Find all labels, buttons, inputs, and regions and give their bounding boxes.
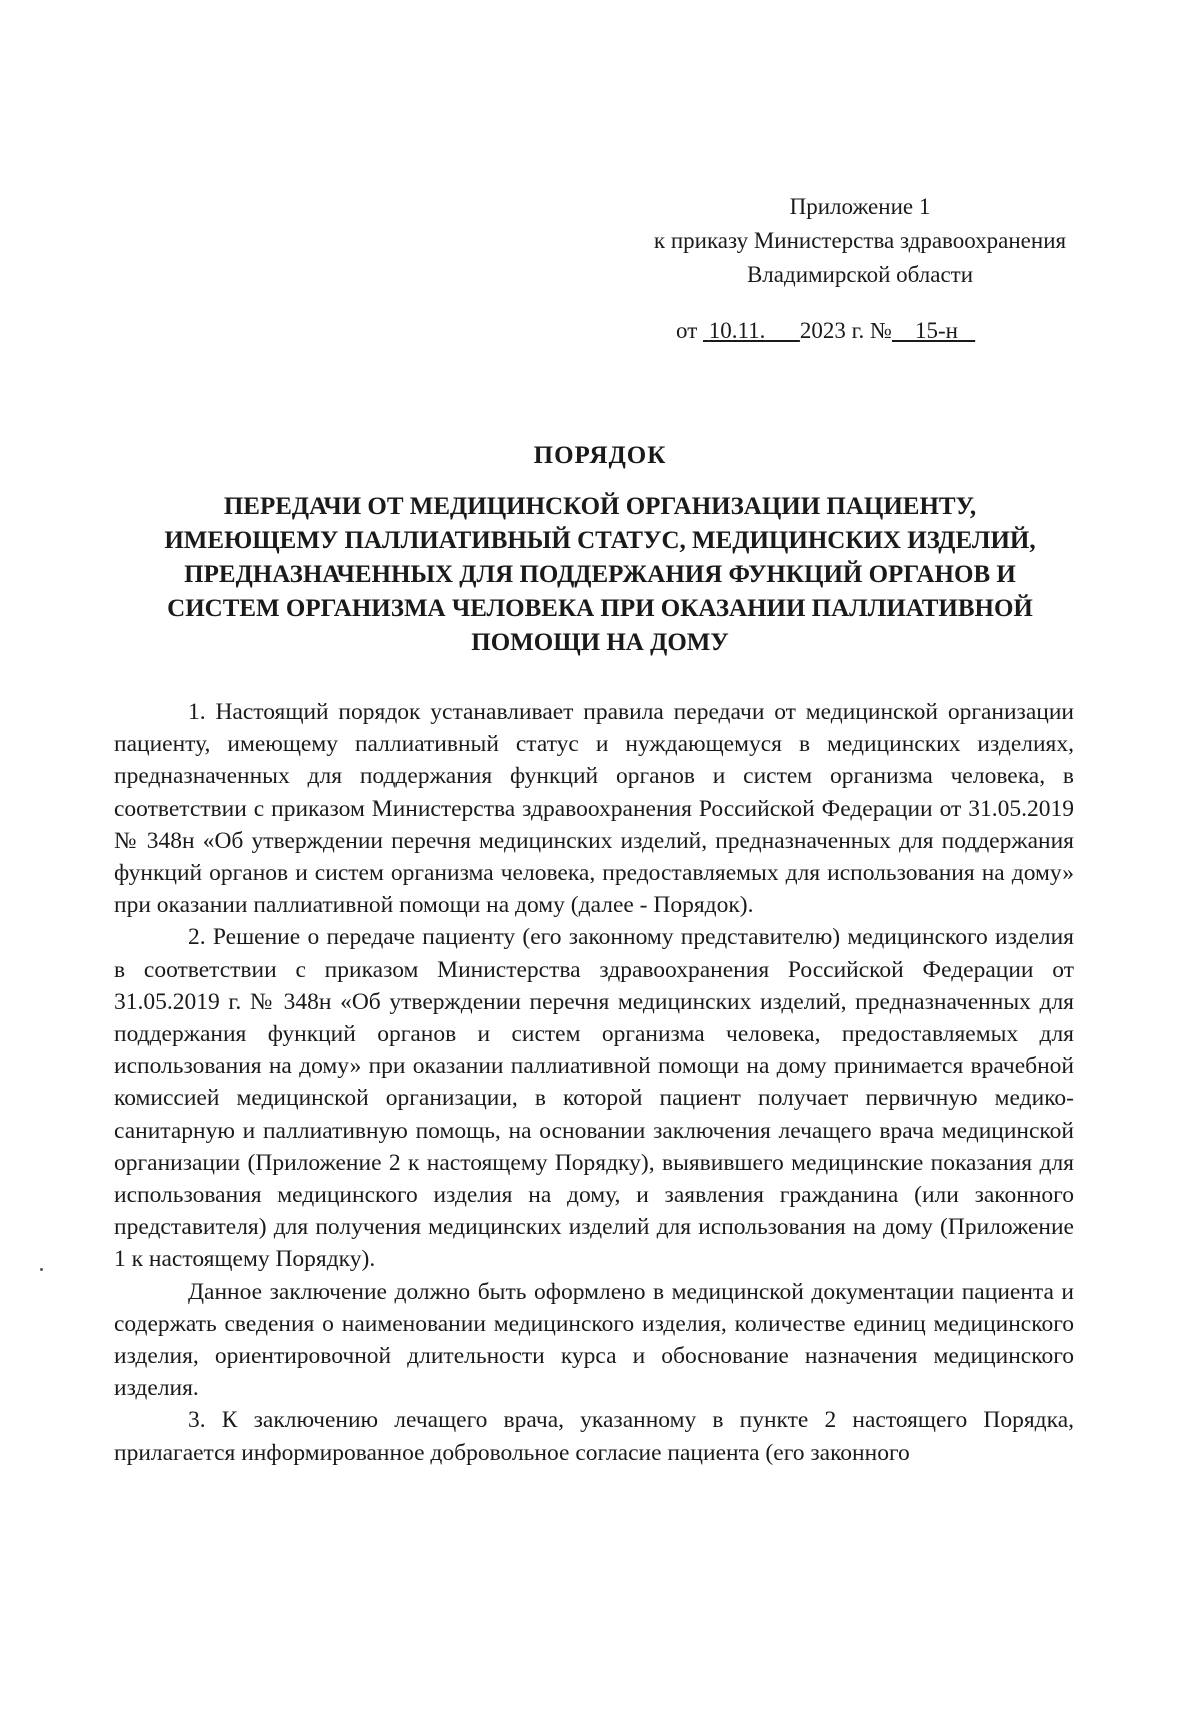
- appendix-header: [600, 190, 1120, 292]
- order-number-sign: №: [870, 318, 892, 343]
- order-number: 15-н: [914, 318, 958, 343]
- subtitle-line: ПРЕДНАЗНАЧЕННЫХ ДЛЯ ПОДДЕРЖАНИЯ ФУНКЦИЙ ОРГАНОВ И: [184, 561, 1016, 588]
- order-year: 2023 г.: [799, 318, 865, 343]
- subtitle-line: ПОМОЩИ НА ДОМУ: [471, 629, 729, 656]
- paragraph-conclusion: Данное заключение должно быть оформлено в медицинской документации пациента и содержать сведения о наименовании медицинского изделия, количестве единиц медицинского изделия, ориентировочной длительности курса и обоснование назначения медицинского изделия.: [114, 1278, 1074, 1402]
- order-prefix: от: [676, 318, 698, 343]
- document-body: [114, 696, 1074, 1469]
- paragraph-2: 2. Решение о передаче пациенту (его законному представителю) медицинского изделия в соответствии с приказом Министерства здравоохранения Российской Федерации от 31.05.2019 г. № 348н «Об утверждении перечня медицинских изделий, предназначенных для поддержания функций органов и систем организма человека, предоставляемых для использования на дому» при оказании паллиативной помощи на дому принимается врачебной комиссией медицинской организации, в которой пациент получает первичную медико-санитарную и паллиативную помощь, на основании заключения лечащего врача медицинской организации (Приложение 2 к настоящему Порядку), выявившего медицинские показания для использования медицинского изделия на дому, и заявления гражданина (или законного представителя) для получения медицинских изделий для использования на дому (Приложение 1 к настоящему Порядку).: [114, 924, 1074, 1273]
- subtitle-line: ПЕРЕДАЧИ ОТ МЕДИЦИНСКОЙ ОРГАНИЗАЦИИ ПАЦИЕНТУ,: [223, 493, 977, 520]
- order-date: 10.11.: [708, 318, 766, 343]
- appendix-region-line: Владимирской области: [746, 262, 974, 287]
- paragraph-3: 3. К заключению лечащего врача, указанному в пункте 2 настоящего Порядка, прилагается информированное добровольное согласие пациента (его законного: [114, 1407, 1074, 1466]
- appendix-order-line: к приказу Министерства здравоохранения: [653, 228, 1067, 253]
- appendix-label: Приложение 1: [789, 194, 931, 219]
- document-title: ПОРЯДОК: [533, 442, 667, 469]
- document-subtitle: [120, 490, 1080, 660]
- subtitle-line: СИСТЕМ ОРГАНИЗМА ЧЕЛОВЕКА ПРИ ОКАЗАНИИ ПАЛЛИАТИВНОЙ: [167, 595, 1033, 622]
- paragraph-1: 1. Настоящий порядок устанавливает правила передачи от медицинской организации пациенту, имеющему паллиативный статус и нуждающемуся в медицинских изделиях, предназначенных для поддержания функций органов и систем организма человека, в соответствии с приказом Министерства здравоохранения Российской Федерации от 31.05.2019 № 348н «Об утверждении перечня медицинских изделий, предназначенных для поддержания функций органов и систем организма человека, предоставляемых для использования на дому» при оказании паллиативной помощи на дому (далее - Порядок).: [114, 699, 1074, 919]
- scan-speck: [40, 1268, 43, 1271]
- subtitle-line: ИМЕЮЩЕМУ ПАЛЛИАТИВНЫЙ СТАТУС, МЕДИЦИНСКИХ ИЗДЕЛИЙ,: [164, 527, 1036, 554]
- order-reference: [676, 318, 975, 344]
